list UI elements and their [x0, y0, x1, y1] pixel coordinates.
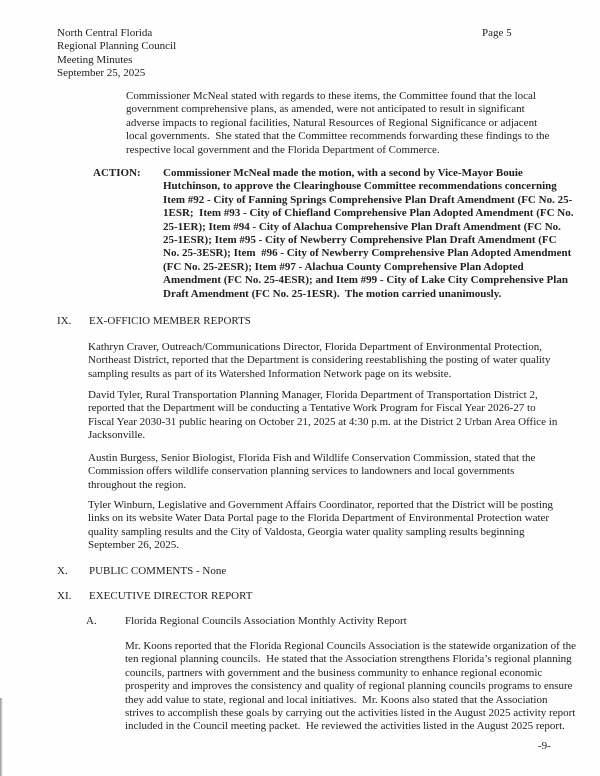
subsection-heading-frca-report — [86, 615, 407, 628]
header-line-org: North Central Florida — [57, 27, 153, 39]
action-text: Commissioner McNeal made the motion, with a second by Vice-Mayor Bouie Hutchinson, to approve the Clearinghouse Committee recommendations concerning Item #92 - City of Fanning Springs Comprehensive Plan Draft Amendment (FC No. 25-1ESR; Item #93 - City of Chiefland Comprehensive Plan Adopted Amendment (FC No. 25-1ER); Item #94 - City of Alachua Comprehensive Plan Draft Amendment (FC No. 25-1ESR); Item #95 - City of Newberry Comprehensive Plan Draft Amendment (FC No. 25-3ESR); Item #96 - City of Newberry Comprehensive Plan Adopted Amendment (FC No. 25-2ESR); Item #97 - Alachua County Comprehensive Plan Adopted Amendment (FC No. 25-4ESR); and Item #99 - City of Lake City Comprehensive Plan Draft Amendment (FC No. 25-1ESR). The motion carried unanimously. — [163, 167, 577, 300]
section-title: EX-OFFICIO MEMBER REPORTS — [89, 315, 251, 327]
section-title: PUBLIC COMMENTS - None — [89, 565, 227, 577]
page-label: Page 5 — [482, 27, 512, 39]
section-heading-ex-officio — [57, 315, 251, 328]
header-line-doc-type: Meeting Minutes — [57, 53, 133, 66]
report-paragraph-tyler: David Tyler, Rural Transportation Planning Manager, Florida Department of Transportation District 2, reported that the Department will be conducting a Tentative Work Program for Fiscal Year 2026-27 to Fiscal Year 2030-31 public hearing on October 21, 2025 at 4:30 p.m. at the District 2 Urban Area Office in Jacksonville. — [88, 389, 561, 442]
action-label: ACTION: — [93, 167, 141, 179]
header-line-date: September 25, 2025 — [57, 67, 146, 80]
report-paragraph-burgess: Austin Burgess, Senior Biologist, Florida Fish and Wildlife Conservation Commission, stated that the Commission offers wildlife conservation planning services to landowners and local governments throughout the region. — [88, 452, 539, 491]
intro-paragraph: Commissioner McNeal stated with regards to these items, the Committee found that the local government comprehensive plans, as amended, were not anticipated to result in significant adverse impacts to regional facilities, Natural Resources of Regional Significance or adjacent local governments. She stated that the Committee recommends forwarding these findings to the respective local government and the Florida Department of Commerce. — [126, 90, 553, 156]
section-numeral: IX. — [57, 315, 72, 327]
subsection-letter: A. — [86, 615, 97, 627]
report-paragraph-koons: Mr. Koons reported that the Florida Regional Councils Association is the statewide organization of the ten regional planning councils. He stated that the Association strengthens Florida’s regional planning councils, partners with government and the business community to enhance regional economic prosperity and improves the consistency and quality of regional planning councils programs to ensure they add value to state, regional and local initiatives. Mr. Koons also stated that the Association strives to accomplish these goals by carrying out the activities listed in the August 2025 activity report included in the Council meeting packet. He reviewed the activities listed in the August 2025 report. — [125, 640, 579, 733]
report-paragraph-winburn: Tyler Winburn, Legislative and Government Affairs Coordinator, reported that the District will be posting links on its website Water Data Portal page to the Florida Department of Environmental Protection water quality sampling results and the City of Valdosta, Georgia water quality sampling results beginning September 26, 2025. — [88, 499, 556, 552]
subsection-title: Florida Regional Councils Association Monthly Activity Report — [125, 615, 407, 627]
report-paragraph-craver: Kathryn Craver, Outreach/Communications Director, Florida Department of Environmental Protection, Northeast District, reported that the Department is considering reestablishing the posting of water quality sampling results as part of its Watershed Information Network page on its website. — [88, 341, 554, 380]
section-heading-executive-director — [57, 590, 253, 603]
section-title: EXECUTIVE DIRECTOR REPORT — [89, 590, 253, 602]
section-numeral: X. — [57, 565, 68, 577]
header-line-council: Regional Planning Council — [57, 40, 177, 53]
document-header — [57, 27, 176, 81]
footer-page-number: -9- — [538, 740, 551, 752]
scan-edge-artifact — [0, 698, 3, 776]
section-heading-public-comments — [57, 565, 227, 578]
section-numeral: XI. — [57, 590, 72, 602]
